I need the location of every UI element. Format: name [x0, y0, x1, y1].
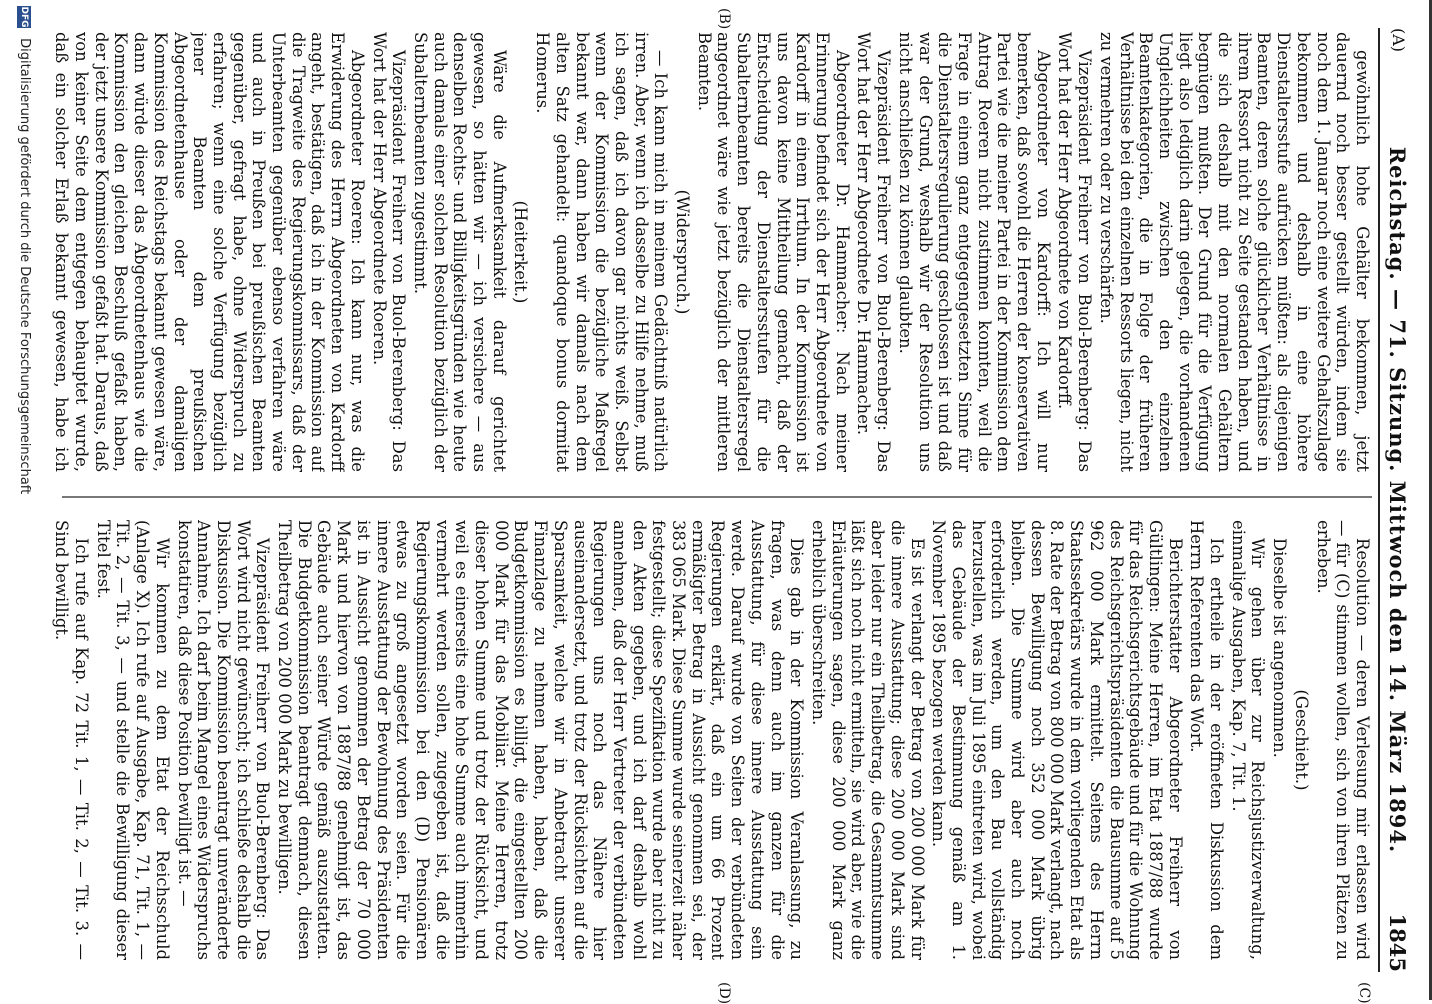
paragraph: Wäre die Aufmerksamkeit darauf gerichtet gewesen, so hätten wir — ich versichere — aus denselben Rechts- und Billigkeitsgründen wie heute auch damals einer solchen Resolution bezüglich der Subalternbeamten zugestimmt.: [410, 32, 509, 472]
interjection: (Heiterkeit.): [511, 200, 531, 304]
paragraph: Wir gehen über zur Reichsjustizverwaltung, einmalige Ausgaben, Kap. 7, Tit. 1.: [1228, 520, 1268, 960]
paragraph: Abgeordneter Roeren: Ich kann nur, was die Erwiderung des Herrn Abgeordneten von Kardorff angeht, bestätigen, daß ich in der Kommission auf die Tragweite des Regierungskommissars, daß der Unterbeamten gegenüber ebenso verfahren wäre und auch in Preußen bei preußischen Beamten gegenüber, gefragt habe, ohne Widerspruch zu erfahren; wenn eine solche Verfügung bezüglich jener Beamten dem preußischen Abgeordnetenhause oder der damaligen Kommission des Reichstags bekannt gewesen wäre, dann würde dieser das Abgeordnetenhaus wie die Kommission den gleichen Beschluß gefaßt haben, der jetzt unsere Kommission gefaßt hat. Daraus, daß von keiner Seite dem entgegen behauptet wurde, daß ein solcher Erlaß bekannt gewesen, habe ich: [52, 32, 367, 472]
paragraph: Resolution — deren Verlesung mir erlassen wird — für (C) stimmen wollen, sich von ihren Plätzen zu erheben.: [1313, 520, 1372, 960]
header-title: Reichstag. — 71. Sitzung. Mittwoch den 14. März 1894.: [1385, 146, 1410, 854]
page-footer: [8, 6, 32, 996]
interjection: (Widerspruch.): [673, 189, 693, 315]
page-number: 1845: [1385, 913, 1410, 972]
paragraph: Wir kommen zu dem Etat der Reichsschuld (Anlage X). Ich rufe auf Ausgabe, Kap. 71, Tit. 1, — Tit. 2, — Tit. 3, — und stelle die Bewilligung dieser Titel fest.: [93, 520, 172, 960]
speech-paragraph: Vizepräsident Freiherr von Buol-Berenberg: Das Wort hat der Herr Abgeordnete Roeren.: [369, 32, 409, 472]
side-marker-c: (C): [1356, 982, 1372, 1004]
side-marker-d: (D): [716, 982, 732, 1004]
header-rule: [1378, 28, 1380, 972]
side-marker-b: (B): [716, 8, 732, 30]
column-divider: [62, 496, 1372, 498]
speech-paragraph: Vizepräsident Freiherr von Buol-Berenberg: Das Wort hat der Herr Abgeordnete von Kardorff.: [1055, 32, 1095, 472]
speech-paragraph: Berichterstatter Abgeordneter Freiherr von Gültlingen: Meine Herren, im Etat 1887/88 wurde für das Reichsgerichtsgebäude und für die Wohnung des Reichsgerichtspräsidenten die Bausumme auf 5 962 000 Mark ermittelt. Seitens des Herrn Staatssekretärs wurde in dem vorliegenden Etat als 8. Rate der Betrag von 800 000 Mark verlangt, nach dessen Bewilligung noch 352 000 Mark übrig bleiben. Die Summe wird aber auch noch erforderlich werden, um den Bau vollständig herzustellen, was im Juli 1895 eintreten wird, wobei das Gebäude der Bestimmung gemäß am 1. November 1895 bezogen werden kann.: [929, 520, 1185, 960]
paragraph: Dieselbe ist angenommen.: [1270, 538, 1290, 758]
left-column: [52, 32, 1372, 472]
speech-paragraph: Vizepräsident Freiherr von Buol-Berenberg: Das Wort wird nicht gewünscht; ich schließe deshalb die Diskussion. Die Kommission beantragt unveränderte Annahme. Ich darf beim Mangel eines Widerspruchs konstatiren, daß diese Position bewilligt ist. —: [174, 520, 273, 960]
right-column: [52, 520, 1372, 960]
paragraph: Ich ertheile in der eröffneten Diskussion dem Herrn Referenten das Wort.: [1187, 520, 1227, 960]
page-header: [1380, 28, 1422, 972]
speech-paragraph: Vizepräsident Freiherr von Buol-Berenberg: Das Wort hat der Herr Abgeordnete Dr. Hammacher.: [854, 32, 894, 472]
paragraph: gewöhnlich hohe Gehälter bekommen, jetzt dauernd noch besser gestellt würden, indem sie noch dem 1. Januar noch eine weitere Gehaltszulage bekommen und deshalb in eine höhere Dienstaltersstufe aufrücken müßten: als diejenigen Beamten, deren solche glücklicher Verhältnisse in ihrem Ressort nicht zu Seite gestanden haben, und die sich deshalb mit den normalen Gehältern begnügen mußten. Der Grund für die Verfügung liegt also lediglich darin gelegen, die vorhandenen Ungleichheiten zwischen den einzelnen Beamtenkategorien, die in Folge der früheren Verhältnisse bei den einzelnen Ressorts liegen, nicht zu vermehren oder zu verschärfen.: [1096, 32, 1372, 472]
side-marker-a: (A): [1389, 28, 1408, 53]
paragraph: Dies gab in der Kommission Veranlassung, zu fragen, was denn auch im ganzen für die Ausstattung, für diese innere Ausstattung sein werde. Darauf wurde von Seiten der verbündeten Regierungen erklärt, daß ein um 66 Prozent ermäßigter Betrag in Aussicht genommen sei, der 383 065 Mark. Diese Summe wurde seinerzeit näher festgestellt; diese Spezifikation wurde aber nicht zu den Akten gegeben, und ich darf deshalb wohl annehmen, daß der Herr Vertreter der verbündeten Regierungen uns noch das Nähere hier auseinandersetzt, und trotz der Rücksichten auf die Sparsamkeit, welche wir in Anbetracht unserer Finanzlage zu nehmen haben, haben, daß die Budgetkommission es billigt, die eingestellten 200 000 Mark für das Mobiliar. Meine Herren, trotz dieser hohen Summe und trotz der Rücksicht, und weil es einerseits eine hohe Summe auch immerhin vermehrt werden sollen, zugegeben ist, daß die Regierungskommission bei den (D) Pensionären etwas zu groß angesetzt worden seien. Für die innere Ausstattung der Bewohnung des Präsidenten ist in Aussicht genommen der Betrag der 70 000 Mark und hiervon von 1887/88 genehmigt ist, das Gebäude auch seiner Würde gemäß auszustatten. Die Budgetkommission beantragt demnach, diesen Theilbetrag von 200 000 Mark zu bewilligen.: [275, 520, 807, 960]
footer-text: Digitalisierung gefördert durch die Deutsche Forschungsgemeinschaft: [17, 38, 32, 495]
interjection: (Geschieht.): [1291, 689, 1311, 791]
speech-paragraph: Abgeordneter Dr. Hammacher: Nach meiner Erinnerung befindet sich der Herr Abgeordnete von Kardorff in einem Irrthum. In der Kommission ist uns davon keine Mittheilung gemacht, daß der Entscheidung der Dienstaltersstufen für die Subalternbeamten bereits die Dienstaltersregel angeordnet wäre wie jetzt bezüglich der mittleren Beamten.: [694, 32, 852, 472]
paragraph: Es ist verlangt der Betrag von 200 000 Mark für die innere Ausstattung; diese 200 000 Mark sind aber leider nur ein Theilbetrag, die Gesammtsumme läßt sich noch nicht ermitteln, sie wird aber, wie die Erläuterungen sagen, diese 200 000 Mark ganz erheblich überschreiten.: [809, 520, 927, 960]
speech-paragraph: Abgeordneter von Kardorff: Ich will nur bemerken, daß sowohl die Herren der konservativen Partei wie die meiner Partei in der Kommission dem Antrag Roeren nicht zustimmen konnten, weil die Frage in einem ganz entgegengesetzten Sinne für die Dienstaltersregulierung geschlossen ist und daß war der Grund, weshalb wir der Resolution uns nicht anschließen zu können glaubten.: [895, 32, 1053, 472]
dfg-logo: DFG: [19, 6, 30, 28]
paragraph: Ich rufe auf Kap. 72 Tit. 1, — Tit. 2, — Tit. 3. — Sind bewilligt.: [52, 520, 91, 960]
paragraph: — Ich kann mich in meinem Gedächtniß natürlich irren. Aber, wenn ich dasselbe zu Hilfe nehme, muß ich sagen, daß ich davon gar nichts weiß. Selbst wenn der Kommission die bezügliche Maßregel bekannt war, dann haben wir damals nach dem alten Satz gehandelt: quandoque bonus dormitat Homerus.: [533, 32, 671, 472]
